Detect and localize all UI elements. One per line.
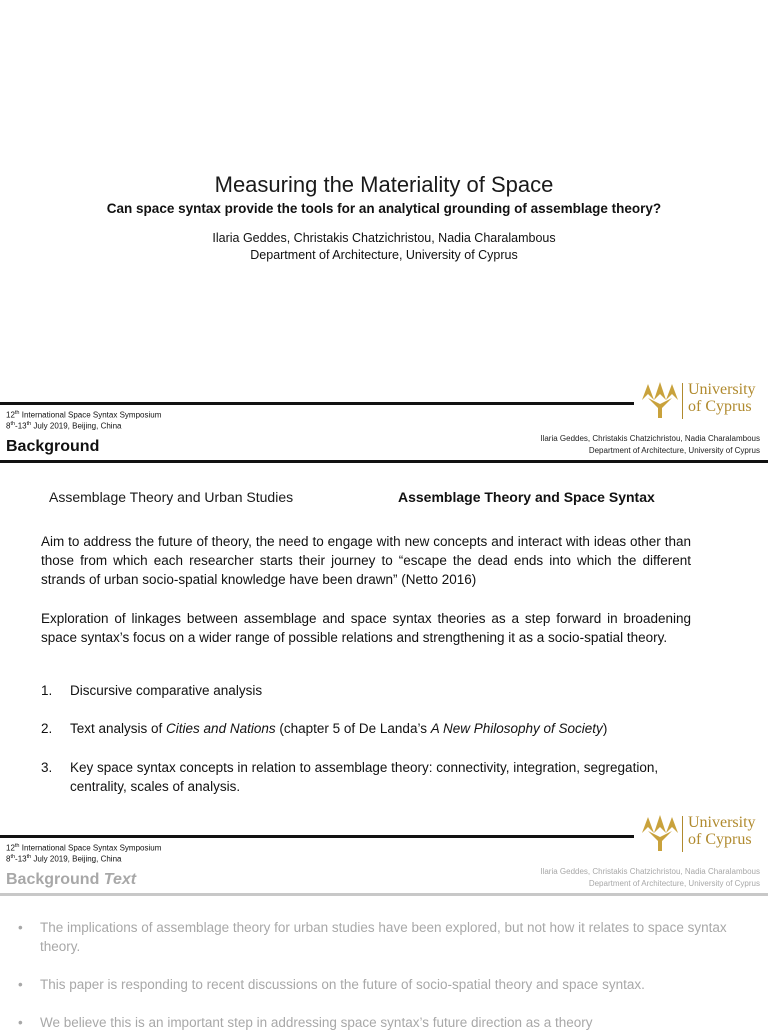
title-department: Department of Architecture, University of Cyprus (250, 248, 518, 262)
university-logo (640, 813, 768, 857)
header-authors-names: Ilaria Geddes, Christakis Chatzichristou, Nadia Charalambous (540, 434, 760, 443)
header-rule-bottom (0, 460, 768, 463)
logo-divider (682, 816, 683, 852)
paragraph-exploration: Exploration of linkages between assemblage and space syntax theories as a step forward in broadening space syntax’s focus on a wider range of possible relations and strengthening it as a socio-spatial theory. (41, 611, 691, 645)
header-authors-dept: Department of Architecture, University of Cyprus (588, 445, 760, 455)
symposium-line: 12th International Space Syntax Symposium (6, 843, 162, 853)
title-authors: Ilaria Geddes, Christakis Chatzichristou, Nadia Charalambous (212, 231, 556, 245)
header-authors-names: Ilaria Geddes, Christakis Chatzichristou, Nadia Charalambous (540, 867, 760, 876)
university-logo-text: University of Cyprus (688, 814, 756, 848)
presentation-subtitle: Can space syntax provide the tools for an analytical grounding of assemblage theory? (106, 201, 662, 216)
slide3-header (0, 813, 768, 888)
paragraph-aim: Aim to address the future of theory, the need to engage with new concepts and interact with ideas other than those from which each researcher starts their journey to “escape the dead ends into which the different strands of urban socio-spatial knowledge have been drawn” (Netto 2016) (41, 534, 691, 587)
symposium-date: 8th-13th July 2019, Beijing, China (6, 421, 122, 431)
header-rule-bottom (0, 893, 768, 896)
university-logo (640, 380, 768, 424)
presentation-title: Measuring the Materiality of Space (214, 172, 554, 197)
tab-assemblage-syntax: Assemblage Theory and Space Syntax (398, 489, 655, 505)
logo-divider (682, 383, 683, 419)
university-logo-text: University of Cyprus (688, 381, 756, 415)
symposium-date: 8th-13th July 2019, Beijing, China (6, 854, 122, 864)
header-authors (540, 866, 760, 889)
header-authors-dept: Department of Architecture, University of Cyprus (588, 878, 760, 888)
title-slide (0, 170, 768, 264)
section-title: Background Text (6, 871, 137, 888)
header-rule-top (0, 835, 634, 838)
university-logo-icon (640, 380, 680, 420)
header-authors (540, 433, 760, 456)
tab-assemblage-urban: Assemblage Theory and Urban Studies (49, 489, 294, 505)
university-logo-icon (640, 813, 680, 853)
symposium-line: 12th International Space Syntax Symposium (6, 410, 162, 420)
header-rule-top (0, 402, 634, 405)
slide2-header (0, 380, 768, 455)
section-title: Background (6, 438, 100, 455)
